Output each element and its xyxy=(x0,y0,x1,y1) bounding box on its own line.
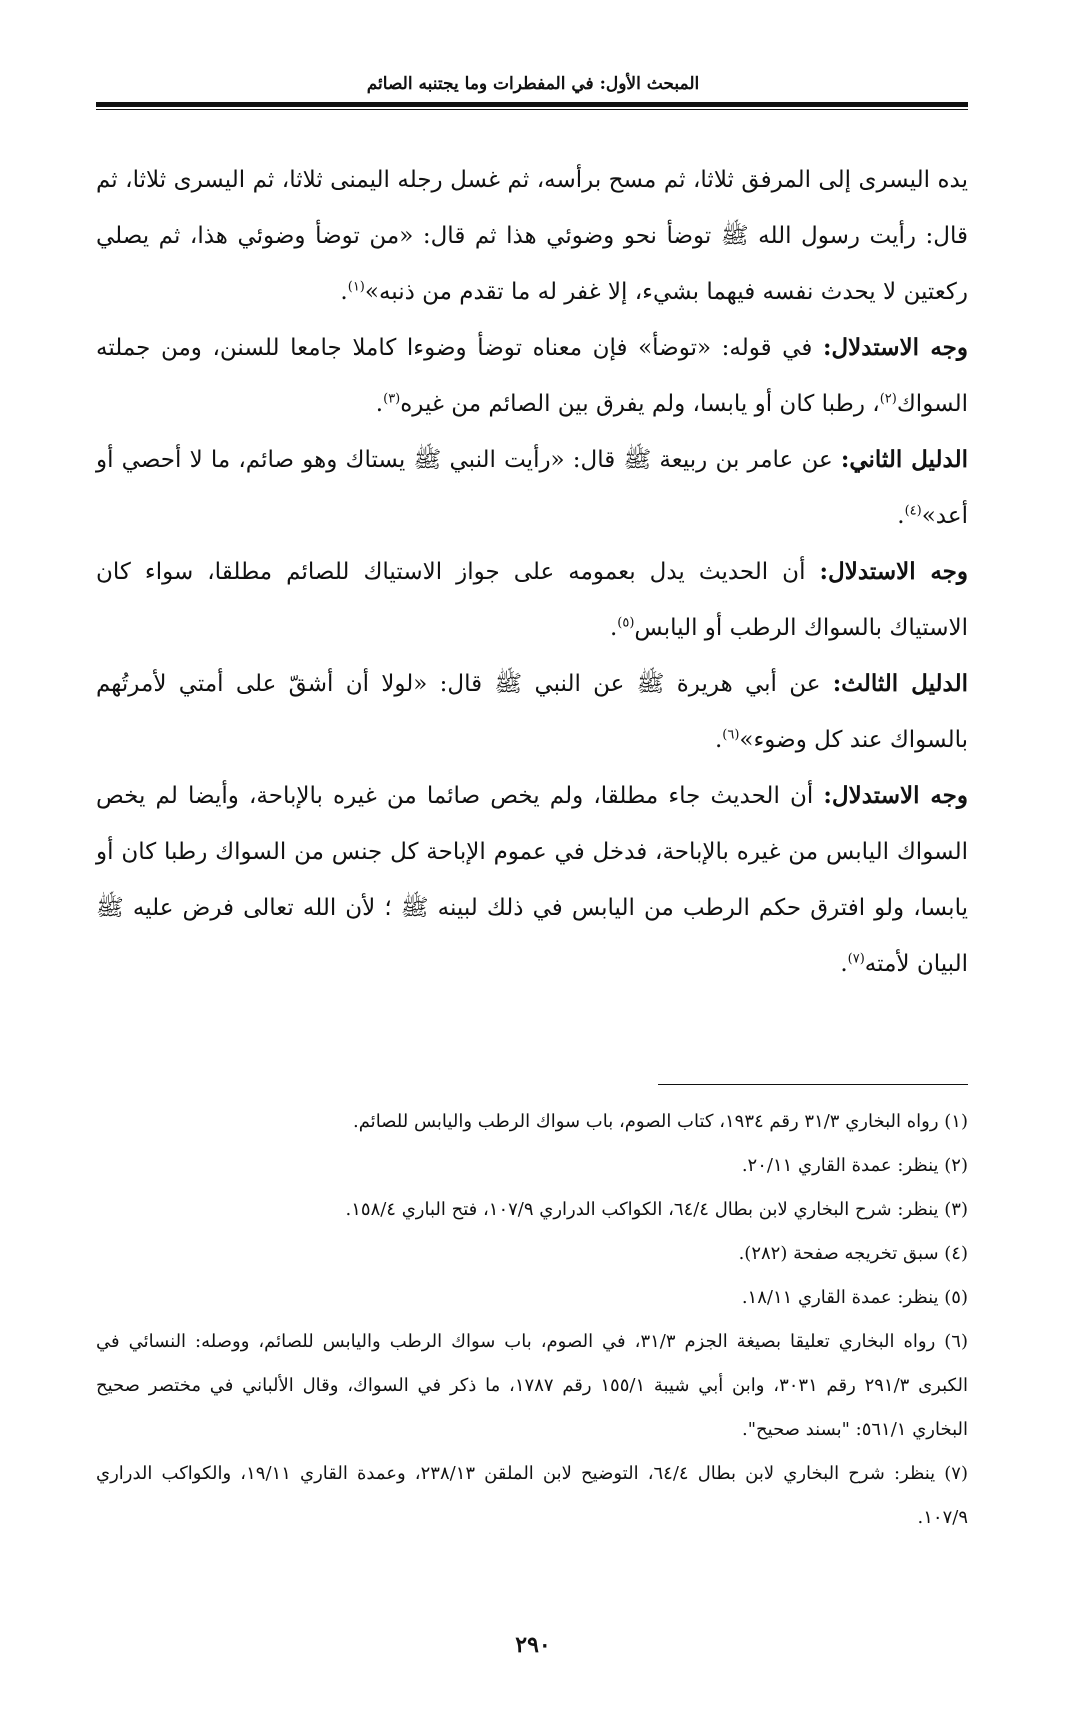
paragraph-hadith-continuation xyxy=(96,152,968,320)
paragraph-end: . xyxy=(609,615,618,641)
paragraph-end: . xyxy=(897,503,905,529)
main-text xyxy=(96,152,968,992)
header-rule-thick xyxy=(96,102,968,107)
paragraph-inference-2 xyxy=(96,544,968,656)
footnote-item: (٢) ينظر: عمدة القاري ٢٠/١١. xyxy=(741,1155,968,1176)
footnote-ref-3: (٣) xyxy=(383,391,401,407)
paragraph-text: عن أبي هريرة ﷺ عن النبي ﷺ قال: «لولا أن أشقّ على أمتي لأمرتُهم بالسواك عند كل وضوء» xyxy=(96,671,968,753)
footnotes xyxy=(96,1100,968,1540)
footnote-ref-7: (٧) xyxy=(847,951,865,967)
footnote-ref-2: (٢) xyxy=(879,391,897,407)
footnote-item: (٣) ينظر: شرح البخاري لابن بطال ٦٤/٤، الكواكب الدراري ١٠٧/٩، فتح الباري ١٥٨/٤. xyxy=(345,1199,968,1220)
paragraph-text: أن الحديث جاء مطلقا، ولم يخص صائما من غيره بالإباحة، وأيضا لم يخص السواك اليابس من غيره بالإباحة، فدخل في عموم الإباحة كل جنس من السواك رطبا كان أو يابسا، ولو افترق حكم الرطب من اليابس في ذلك لبينه ﷺ ؛ لأن الله تعالى فرض عليه ﷺ البيان لأمته xyxy=(96,783,968,977)
header-rule-thin xyxy=(96,109,968,110)
paragraph-label: وجه الاستدلال: xyxy=(822,334,968,361)
paragraph-evidence-3 xyxy=(96,656,968,768)
footnote-item: (٤) سبق تخريجه صفحة (٢٨٢). xyxy=(738,1243,968,1264)
footnote-item: (١) رواه البخاري ٣١/٣ رقم ١٩٣٤، كتاب الصوم، باب سواك الرطب واليابس للصائم. xyxy=(352,1111,968,1132)
paragraph-label: الدليل الثالث: xyxy=(832,670,968,697)
paragraph-end: . xyxy=(340,279,348,305)
footnote-ref-5: (٥) xyxy=(617,615,635,631)
paragraph-text: في قوله: «توضأ» فإن معناه توضأ وضوءا كاملا جامعا للسنن، ومن جملته السواك xyxy=(96,335,968,417)
paragraph-text: أن الحديث يدل بعمومه على جواز الاستياك للصائم مطلقا، سواء كان الاستياك بالسواك الرطب أو اليابس xyxy=(96,559,968,641)
footnote-ref-4: (٤) xyxy=(904,503,922,519)
footnote-item: (٧) ينظر: شرح البخاري لابن بطال ٦٤/٤، التوضيح لابن الملقن ٢٣٨/١٣، وعمدة القاري ١٩/١١، والكواكب الدراري ١٠٧/٩. xyxy=(96,1463,968,1528)
paragraph-text: يده اليسرى إلى المرفق ثلاثا، ثم مسح برأسه، ثم غسل رجله اليمنى ثلاثا، ثم اليسرى ثلاثا، ثم قال: رأيت رسول الله ﷺ توضأ نحو وضوئي هذا ثم قال: «من توضأ وضوئي هذا، ثم يصلي ركعتين لا يحدث نفسه فيهما بشيء، إلا غفر له ما تقدم من ذنبه» xyxy=(96,167,968,305)
paragraph-text: ، رطبا كان أو يابسا، ولم يفرق بين الصائم من غيره xyxy=(400,391,880,417)
page-number: ٢٩٠ xyxy=(515,1632,551,1658)
footnote-ref-6: (٦) xyxy=(722,727,740,743)
footnote-item: (٥) ينظر: عمدة القاري ١٨/١١. xyxy=(741,1287,968,1308)
paragraph-label: الدليل الثاني: xyxy=(840,446,968,473)
paragraph-end: . xyxy=(375,391,384,417)
running-header: المبحث الأول: في المفطرات وما يجتنبه الصائم xyxy=(366,74,700,94)
paragraph-end: . xyxy=(714,727,723,753)
paragraph-evidence-2 xyxy=(96,432,968,544)
paragraph-label: وجه الاستدلال: xyxy=(823,782,968,809)
paragraph-inference-1 xyxy=(96,320,968,432)
footnote-item: (٦) رواه البخاري تعليقا بصيغة الجزم ٣١/٣، في الصوم، باب سواك الرطب واليابس للصائم، ووصله: النسائي في الكبرى ٢٩١/٣ رقم ٣٠٣١، وابن أبي شيبة ١٥٥/١ رقم ١٧٨٧، ما ذكر في السواك، وقال الألباني في مختصر صحيح البخاري ٥٦١/١: "بسند صحيح". xyxy=(96,1331,968,1440)
paragraph-end: . xyxy=(840,951,848,977)
footnote-ref-1: (١) xyxy=(347,279,365,295)
paragraph-label: وجه الاستدلال: xyxy=(819,558,968,585)
paragraph-inference-3 xyxy=(96,768,968,992)
paragraph-text: عن عامر بن ربيعة ﷺ قال: «رأيت النبي ﷺ يستاك وهو صائم، ما لا أحصي أو أعد» xyxy=(96,447,968,529)
footnote-separator xyxy=(658,1084,968,1085)
